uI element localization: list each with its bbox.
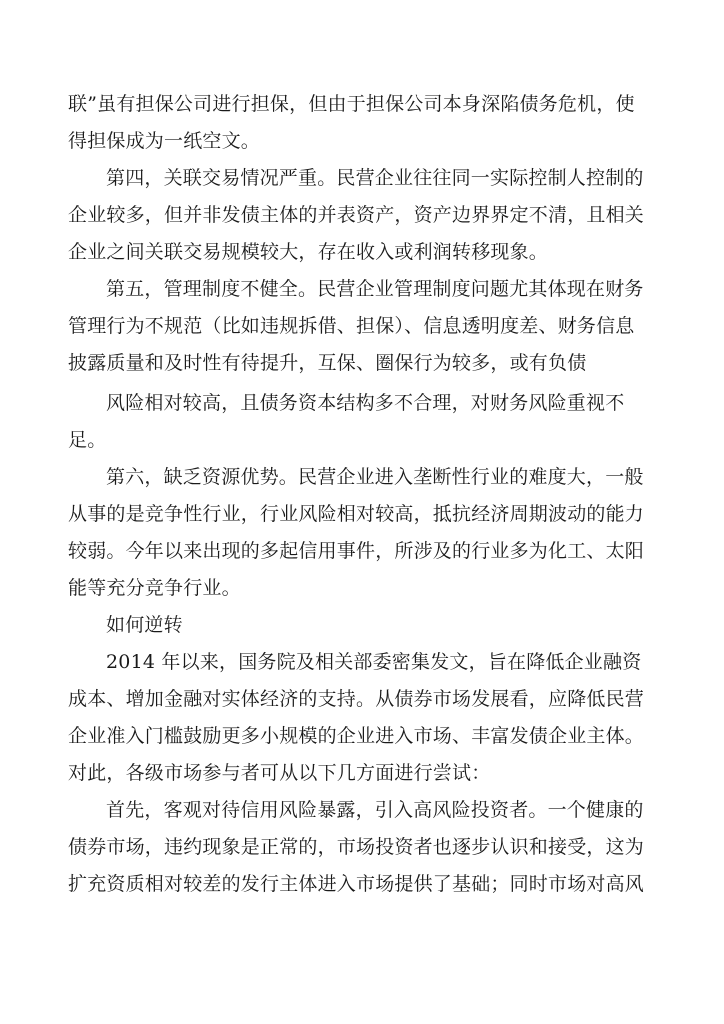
text-line: 对此，各级市场参与者可从以下几方面进行尝试： (68, 762, 491, 784)
text-line: 成本、增加金融对实体经济的支持。从债券市场发展看，应降低民营 (68, 688, 645, 710)
text-line: 风险相对较高，且债务资本结构多不合理，对财务风险重视不 (106, 392, 625, 414)
text-line: 能等充分竞争行业。 (68, 577, 241, 599)
text-line: 较弱。今年以来出现的多起信用事件，所涉及的行业多为化工、太阳 (68, 540, 645, 562)
text-line: 企业较多，但并非发债主体的并表资产，资产边界界定不清，且相关 (68, 204, 645, 226)
text-line: 联”虽有担保公司进行担保，但由于担保公司本身深陷债务危机，使 (68, 93, 635, 115)
text-line: 债券市场，违约现象是正常的，市场投资者也逐步认识和接受，这为 (68, 836, 645, 858)
text-line: 管理行为不规范（比如违规拆借、担保）、信息透明度差、财务信息 (68, 315, 635, 337)
paragraph-start-line: 首先，客观对待信用风险暴露，引入高风险投资者。一个健康的 (106, 799, 644, 821)
text-line: 得担保成为一纸空文。 (68, 130, 261, 152)
text-line: 扩充资质相对较差的发行主体进入市场提供了基础；同时市场对高风 (68, 873, 645, 895)
paragraph-start-line: 第四，关联交易情况严重。民营企业往往同一实际控制人控制的 (106, 167, 644, 189)
text-line: 从事的是竞争性行业，行业风险相对较高，抵抗经济周期波动的能力 (68, 503, 645, 525)
paragraph-start-line: 第五，管理制度不健全。民营企业管理制度问题尤其体现在财务 (106, 278, 644, 300)
section-heading: 如何逆转 (106, 614, 183, 636)
text-line: 足。 (68, 429, 107, 451)
text-line: 披露质量和及时性有待提升，互保、圈保行为较多，或有负债 (68, 352, 587, 374)
text-line: 企业之间关联交易规模较大，存在收入或利润转移现象。 (68, 241, 549, 263)
text-line: 企业准入门槛鼓励更多小规模的企业进入市场、丰富发债企业主体。 (68, 725, 645, 747)
paragraph-start-line: 第六，缺乏资源优势。民营企业进入垄断性行业的难度大，一般 (106, 466, 644, 488)
paragraph-start-line: 2014 年以来，国务院及相关部委密集发文，旨在降低企业融资 (106, 651, 642, 673)
